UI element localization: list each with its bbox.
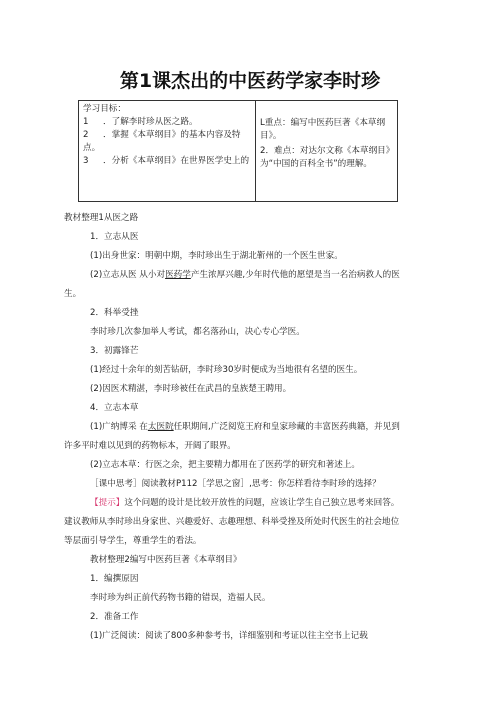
s1-item-4b: (2)立志本草：行医之余，把主要精力都用在了医药学的研究和著述上。 xyxy=(90,460,360,470)
goal-item-2: 2 ．掌握《本草纲目》的基本内容及特 xyxy=(83,130,241,140)
s2-item-1: 1．编撰原因 xyxy=(90,574,139,584)
difficulty-line-2: 为“中国的百科全书”的理解。 xyxy=(260,159,373,169)
s1-item-4a: (1)广纳博采 在太医院任职期间,广泛阅览王府和皇家珍藏的丰富医药典籍，并见到 xyxy=(90,422,400,432)
key-points-cell xyxy=(256,101,398,202)
goal-item-3: 3 ．分析《本草纲目》在世界医学史上的 xyxy=(83,156,250,166)
s1-item-1b-cont: 生。 xyxy=(64,289,82,299)
s1-item-4a-cont: 许多平时难以见到的药物标本，开阔了眼界。 xyxy=(64,441,236,451)
s1-item-2a: 李时珍几次参加举人考试，都名落孙山，决心专心学医。 xyxy=(90,327,305,337)
s1-item-3b: (2)因医术精湛，李时珍被任在武昌的皇族楚王聘用。 xyxy=(90,384,292,394)
hint-label: 【提示】 xyxy=(90,498,125,508)
goals-label: 学习目标： xyxy=(83,104,126,114)
s2-item-2: 2．准备工作 xyxy=(90,612,139,622)
think-question: ［课中思考］阅读教材P112［学思之窗］,思考：你怎样看待李时珍的选择？ xyxy=(90,479,381,489)
s1-item-1a: (1)出身世家：明朝中期，李时珍出生于湖北靳州的一个医生世家。 xyxy=(90,251,343,261)
section-1-heading: 教材整理1从医之路 xyxy=(64,213,139,223)
key-point-line-2: 目》。 xyxy=(260,131,282,141)
s1-item-3: 3．初露锋芒 xyxy=(90,346,139,356)
goals-cell xyxy=(79,101,256,202)
goal-item-2-cont: 点。 xyxy=(83,143,101,153)
s1-item-4: 4．立志本草 xyxy=(90,403,139,413)
hint-cont-1: 建议教师从李时珍出身家世、兴趣爱好、志趣理想、科举受挫及所处时代医生的社会地位 xyxy=(64,517,400,527)
s1-item-3a: (1)经过十余年的刻苦钻研，李时珍30岁时便成为当地很有名望的医生。 xyxy=(90,365,363,375)
s1-item-1b: (2)立志从医 从小对医药学产生浓厚兴趣,少年时代他的愿望是当一名治病救人的医 xyxy=(90,270,400,280)
s1-item-2: 2．科举受挫 xyxy=(90,308,139,318)
difficulty-line-1: 2．难点：对达尔文称《本草纲目》 xyxy=(260,146,395,156)
learning-goals-table xyxy=(78,100,398,202)
hint-line: 【提示】这个问题的设计是比较开放性的问题，应该让学生自己独立思考来回答。 xyxy=(90,498,400,508)
goal-item-1: 1 ．了解李时珍从医之路。 xyxy=(83,117,198,127)
page-title: 第1课杰出的中医药学家李时珍 xyxy=(119,70,381,92)
key-point-line-1: L重点：编写中医药巨著《本草纲 xyxy=(260,118,386,128)
s1-item-1: 1．立志从医 xyxy=(90,232,139,242)
s2-item-1a: 李时珍为纠正前代药物书籍的错误，造福人民。 xyxy=(90,593,271,603)
hint-cont-2: 等层面引导学生，尊重学生的看法。 xyxy=(64,536,202,546)
section-2-heading: 教材整理2编写中医药巨著《本草纲目》 xyxy=(90,555,242,565)
s2-item-2a: (1)广泛阅读：阅读了800多种参考书，详细鉴别和考证以往主空书上记载 xyxy=(90,631,368,641)
